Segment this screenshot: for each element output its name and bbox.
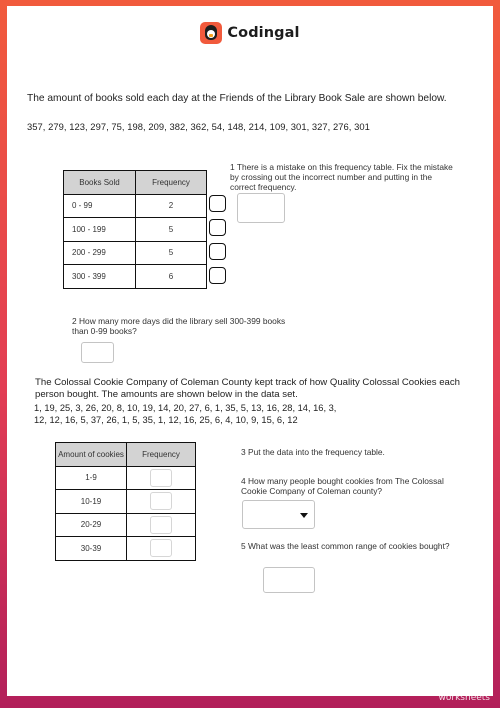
logo-text: Codingal bbox=[227, 25, 300, 41]
worksheet-page bbox=[7, 6, 493, 696]
table-row bbox=[56, 466, 196, 490]
question-3: 3 Put the data into the frequency table. bbox=[241, 447, 385, 457]
table-header-row bbox=[64, 171, 207, 195]
frequency-input-cell bbox=[127, 466, 196, 490]
table-row bbox=[56, 513, 196, 537]
range-cell: 200 - 299 bbox=[64, 241, 136, 265]
range-cell: 300 - 399 bbox=[64, 265, 136, 289]
frequency-cell: 6 bbox=[136, 265, 207, 289]
top-worksheets-logo: TOP worksheets bbox=[438, 686, 490, 703]
column-header: Books Sold bbox=[64, 171, 136, 195]
cookies-intro: The Colossal Cookie Company of Coleman County kept track of how Quality Colossal Cookies each person bought. The amounts are shown below in the data set. bbox=[35, 377, 460, 400]
frequency-cell: 2 bbox=[136, 194, 207, 218]
table-row bbox=[64, 265, 207, 289]
range-cell: 100 - 199 bbox=[64, 218, 136, 242]
range-cell: 10-19 bbox=[56, 490, 127, 514]
answer-input-q5[interactable] bbox=[263, 567, 315, 593]
frequency-cell: 5 bbox=[136, 218, 207, 242]
table-row bbox=[64, 194, 207, 218]
question-1: 1 There is a mistake on this frequency table. Fix the mistake by crossing out the incorrect number and putting in the correct frequency. bbox=[230, 162, 453, 192]
chevron-down-icon bbox=[300, 513, 308, 518]
row-checkbox-0-99[interactable] bbox=[209, 195, 226, 212]
frequency-input-cell bbox=[127, 490, 196, 514]
table-row bbox=[64, 218, 207, 242]
frequency-input-cell bbox=[127, 513, 196, 537]
frequency-input-10-19[interactable] bbox=[150, 492, 172, 510]
books-frequency-table bbox=[63, 170, 207, 289]
column-header: Frequency bbox=[136, 171, 207, 195]
answer-input-q1[interactable] bbox=[237, 193, 285, 223]
range-cell: 1-9 bbox=[56, 466, 127, 490]
row-checkbox-100-199[interactable] bbox=[209, 219, 226, 236]
answer-select-q4[interactable] bbox=[242, 500, 315, 529]
cookies-frequency-table bbox=[55, 442, 196, 561]
column-header: Frequency bbox=[127, 443, 196, 467]
question-5: 5 What was the least common range of cookies bought? bbox=[241, 541, 450, 551]
range-cell: 20-29 bbox=[56, 513, 127, 537]
frequency-input-20-29[interactable] bbox=[150, 516, 172, 534]
table-row bbox=[64, 241, 207, 265]
frequency-input-cell bbox=[127, 537, 196, 561]
books-data-set: 357, 279, 123, 297, 75, 198, 209, 382, 362, 54, 148, 214, 109, 301, 327, 276, 301 bbox=[27, 121, 370, 132]
cookies-data-line-2: 12, 12, 16, 5, 37, 26, 1, 5, 35, 1, 12, 16, 25, 6, 4, 10, 9, 15, 6, 12 bbox=[34, 415, 298, 425]
question-2: 2 How many more days did the library sell 300-399 books than 0-99 books? bbox=[72, 316, 286, 336]
row-checkbox-200-299[interactable] bbox=[209, 243, 226, 260]
cookies-data-line-1: 1, 19, 25, 3, 26, 20, 8, 10, 19, 14, 20, 27, 6, 1, 35, 5, 13, 16, 28, 14, 16, 3, bbox=[34, 403, 337, 413]
answer-input-q2[interactable] bbox=[81, 342, 114, 363]
header-logo bbox=[7, 22, 493, 44]
table-header-row bbox=[56, 443, 196, 467]
penguin-icon bbox=[200, 22, 222, 44]
frequency-input-30-39[interactable] bbox=[150, 539, 172, 557]
frequency-cell: 5 bbox=[136, 241, 207, 265]
table-row bbox=[56, 537, 196, 561]
frequency-input-1-9[interactable] bbox=[150, 469, 172, 487]
question-4: 4 How many people bought cookies from The Colossal Cookie Company of Coleman county? bbox=[241, 476, 444, 496]
books-intro: The amount of books sold each day at the Friends of the Library Book Sale are shown below. bbox=[27, 93, 447, 104]
table-row bbox=[56, 490, 196, 514]
row-checkbox-300-399[interactable] bbox=[209, 267, 226, 284]
range-cell: 0 - 99 bbox=[64, 194, 136, 218]
column-header: Amount of cookies bbox=[56, 443, 127, 467]
range-cell: 30-39 bbox=[56, 537, 127, 561]
